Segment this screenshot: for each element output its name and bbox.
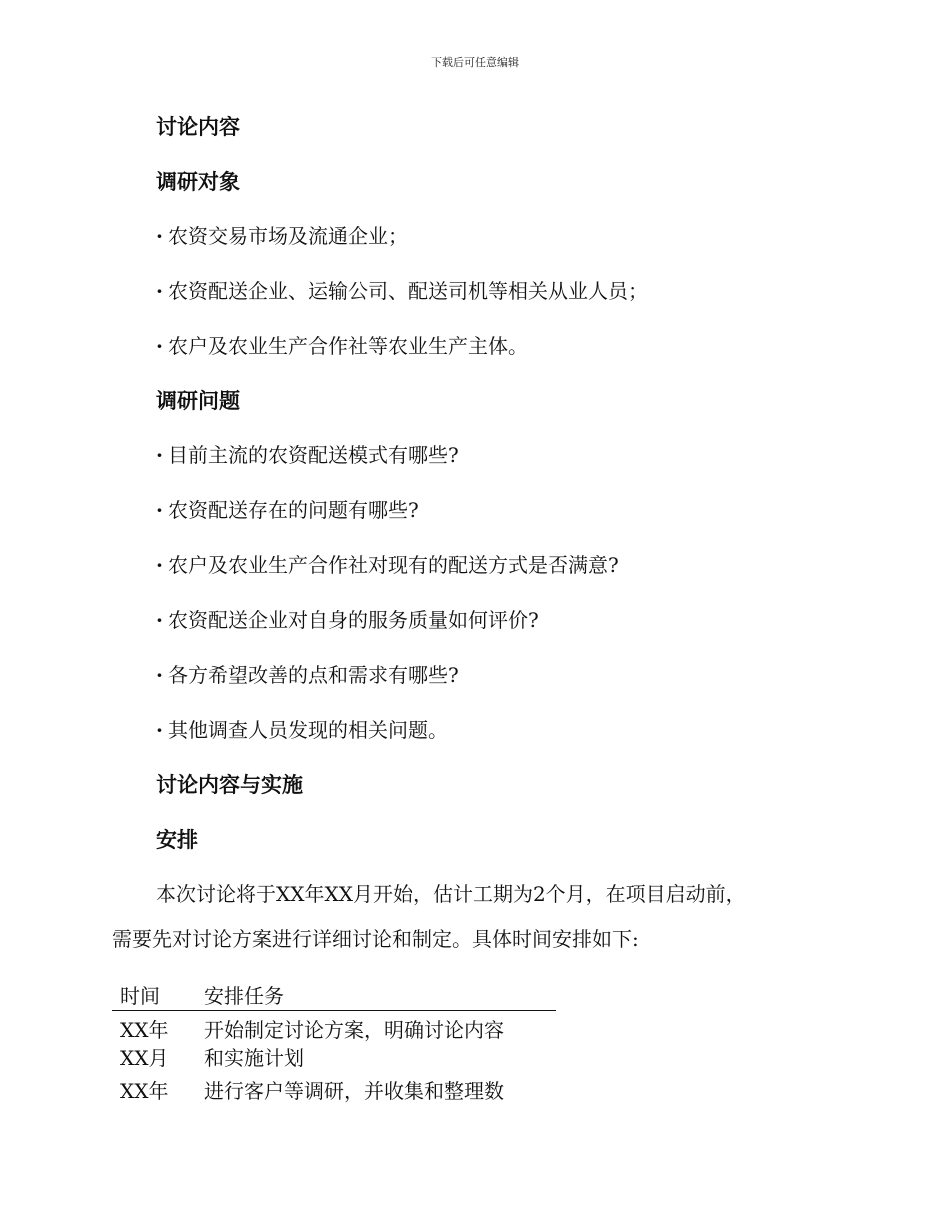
bullet-icon: · xyxy=(156,553,163,577)
bullet-icon: · xyxy=(156,334,163,358)
list-item xyxy=(156,716,448,744)
table-row xyxy=(112,1011,556,1072)
heading-arrangement: 安排 xyxy=(156,827,198,852)
heading-research-subjects: 调研对象 xyxy=(156,169,240,194)
heading-content-and-implementation: 讨论内容与实施 xyxy=(156,772,303,797)
heading-research-questions: 调研问题 xyxy=(156,388,240,413)
table-header-task: 安排任务 xyxy=(204,983,284,1008)
list-item-text: 农户及农业生产合作社等农业生产主体。 xyxy=(168,334,528,358)
list-item xyxy=(156,496,419,524)
list-item-text: 农资交易市场及流通企业； xyxy=(168,224,408,248)
list-item xyxy=(156,277,648,305)
paragraph-line-1: 本次讨论将于XX年XX月开始，估计工期为2个月，在项目启动前， xyxy=(156,882,746,906)
list-item-text: 农资配送企业、运输公司、配送司机等相关从业人员； xyxy=(168,279,648,303)
list-item-text: 各方希望改善的点和需求有哪些? xyxy=(168,663,459,687)
list-item-text: 目前主流的农资配送模式有哪些? xyxy=(168,443,459,467)
list-item xyxy=(156,222,408,250)
table-cell-task: 进行客户等调研，并收集和整理数 xyxy=(204,1079,504,1103)
list-item-text: 农资配送存在的问题有哪些? xyxy=(168,498,419,522)
table-row xyxy=(112,1072,556,1105)
bullet-icon: · xyxy=(156,443,163,467)
table-cell-time: XX年 XX月 xyxy=(120,1018,169,1070)
list-item-text: 农户及农业生产合作社对现有的配送方式是否满意? xyxy=(168,553,619,577)
bullet-icon: · xyxy=(156,718,163,742)
list-item xyxy=(156,606,539,634)
heading-discussion-content: 讨论内容 xyxy=(156,114,240,139)
list-item-text: 其他调查人员发现的相关问题。 xyxy=(168,718,448,742)
list-item xyxy=(156,332,528,360)
list-item xyxy=(156,661,459,689)
table-cell-task: 开始制定讨论方案，明确讨论内容 和实施计划 xyxy=(204,1018,504,1070)
bullet-icon: · xyxy=(156,279,163,303)
bullet-icon: · xyxy=(156,608,163,632)
table-header-row xyxy=(112,978,556,1011)
schedule-table xyxy=(112,978,556,1105)
bullet-icon: · xyxy=(156,498,163,522)
bullet-icon: · xyxy=(156,663,163,687)
list-item-text: 农资配送企业对自身的服务质量如何评价? xyxy=(168,608,539,632)
table-cell-time: XX年 xyxy=(120,1079,169,1103)
list-item xyxy=(156,551,619,579)
list-item xyxy=(156,441,459,469)
table-header-time: 时间 xyxy=(120,983,160,1008)
bullet-icon: · xyxy=(156,224,163,248)
paragraph-line-2: 需要先对讨论方案进行详细讨论和制定。具体时间安排如下: xyxy=(112,927,639,951)
page-header-note: 下载后可任意编辑 xyxy=(431,56,519,69)
